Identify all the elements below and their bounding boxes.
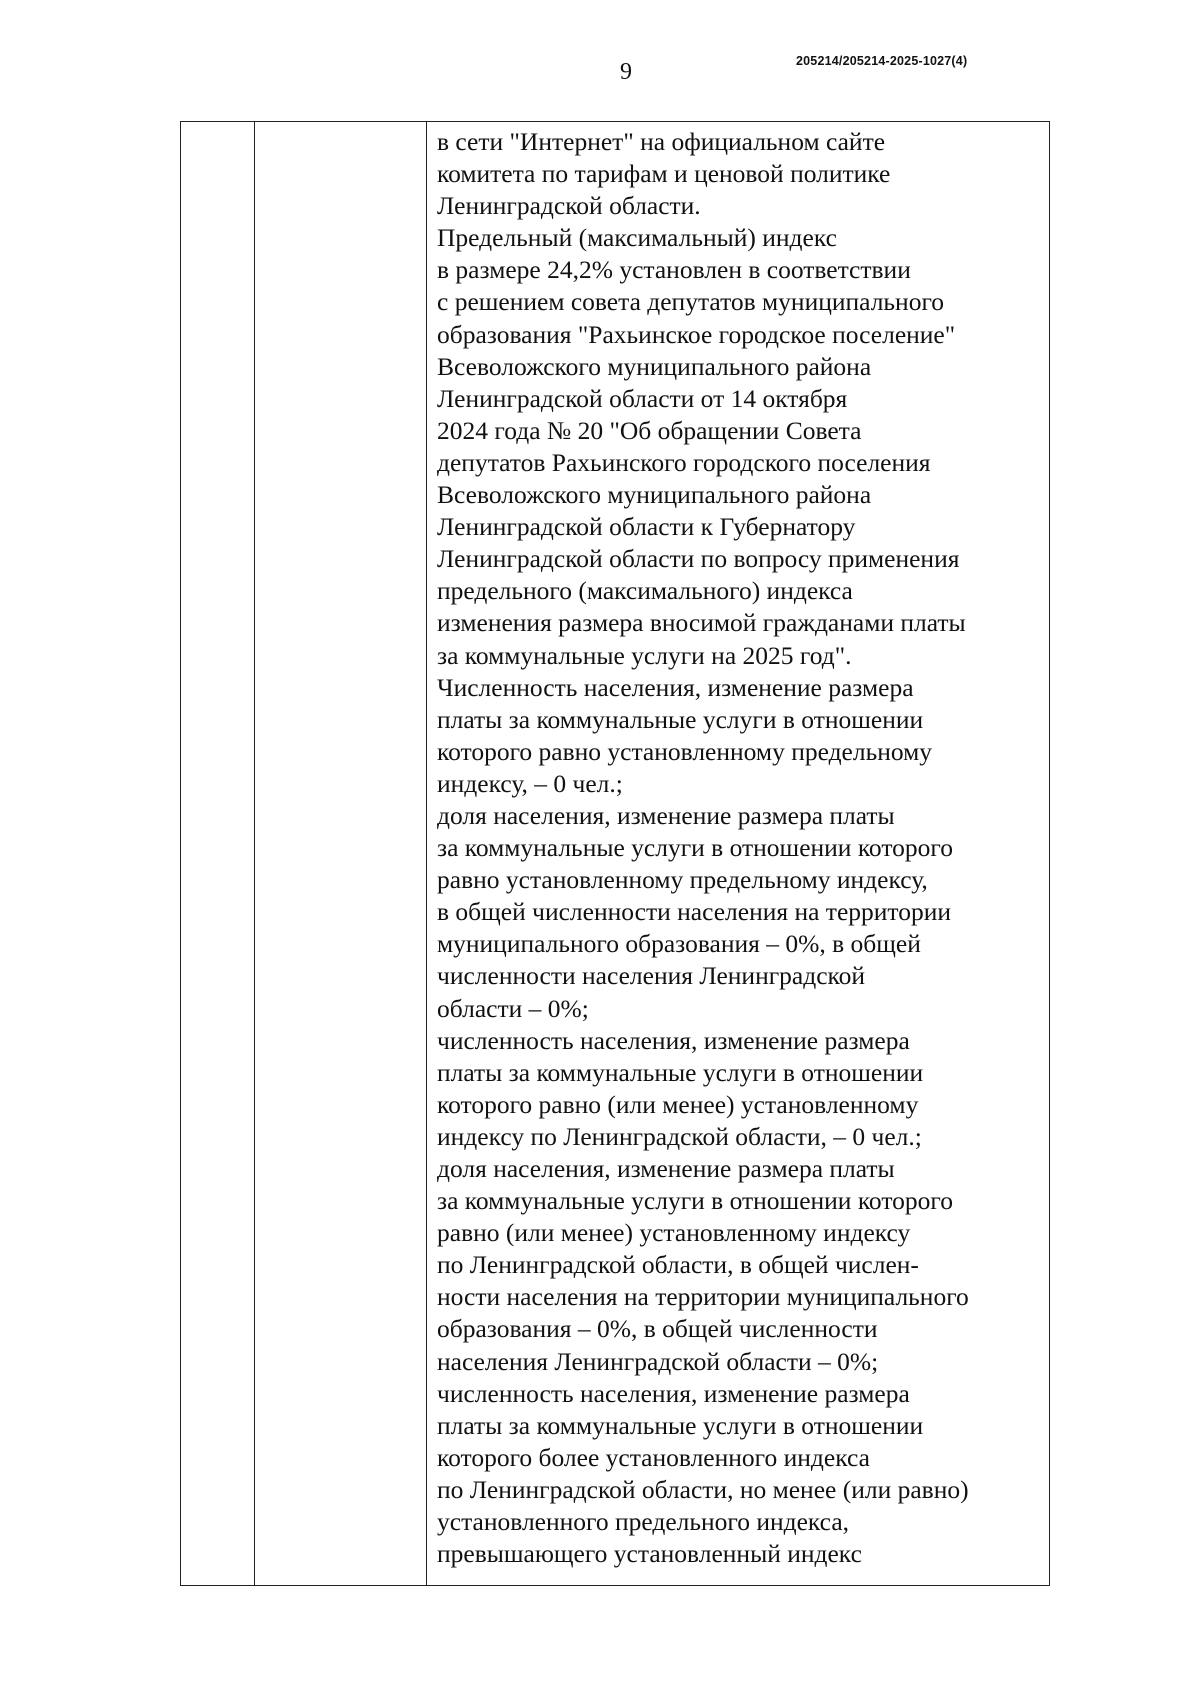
text-line: численности населения Ленинградской: [437, 961, 866, 991]
text-line: Ленинградской области.: [437, 191, 701, 221]
text-line: за коммунальные услуги на 2025 год".: [437, 640, 852, 670]
text-line: по Ленинградской области, но менее (или равно): [437, 1474, 969, 1504]
text-line: равно (или менее) установленному индексу: [437, 1218, 911, 1248]
text-line: в сети "Интернет" на официальном сайте: [437, 127, 886, 156]
text-line: за коммунальные услуги в отношении которого: [437, 1186, 953, 1216]
text-line: Предельный (максимальный) индекс: [437, 223, 837, 253]
text-line: депутатов Рахьинского городского поселения: [437, 447, 931, 477]
content-table: [180, 121, 1050, 1586]
table-row: [181, 122, 1050, 1586]
table-cell-description: [427, 122, 1050, 1586]
text-line: комитета по тарифам и ценовой политике: [437, 159, 891, 189]
text-line: индексу по Ленинградской области, – 0 чел.;: [437, 1121, 922, 1151]
description-text: [427, 122, 1049, 1570]
text-line: 2024 года № 20 "Об обращении Совета: [437, 415, 862, 445]
text-line: изменения размера вносимой гражданами платы: [437, 608, 966, 638]
text-line: муниципального образования – 0%, в общей: [437, 929, 921, 959]
document-code: 205214/205214-2025-1027(4): [796, 54, 968, 68]
text-line: за коммунальные услуги в отношении которого: [437, 833, 953, 863]
text-line: платы за коммунальные услуги в отношении: [437, 1410, 924, 1440]
text-line: численность населения, изменение размера: [437, 1378, 910, 1408]
text-line: ности населения на территории муниципального: [437, 1282, 969, 1312]
text-line: Всеволожского муниципального района: [437, 480, 872, 510]
text-line: по Ленинградской области, в общей числен-: [437, 1250, 919, 1280]
text-line: Численность населения, изменение размера: [437, 672, 914, 702]
text-line: численность населения, изменение размера: [437, 1025, 910, 1055]
table-cell-name: [255, 122, 427, 1586]
text-line: установленного предельного индекса,: [437, 1507, 850, 1537]
text-line: Ленинградской области по вопросу применения: [437, 544, 960, 574]
text-line: платы за коммунальные услуги в отношении: [437, 704, 924, 734]
table-cell-number: [181, 122, 255, 1586]
text-line: в размере 24,2% установлен в соответствии: [437, 255, 911, 285]
text-line: индексу, – 0 чел.;: [437, 768, 623, 798]
text-line: предельного (максимального) индекса: [437, 576, 853, 606]
page-number: 9: [620, 59, 632, 85]
text-line: в общей численности населения на территории: [437, 897, 952, 927]
text-line: которого равно установленному предельному: [437, 736, 933, 766]
text-line: платы за коммунальные услуги в отношении: [437, 1057, 924, 1087]
text-line: превышающего установленный индекс: [437, 1539, 862, 1569]
text-line: области – 0%;: [437, 993, 589, 1023]
text-line: которого более установленного индекса: [437, 1442, 870, 1472]
text-line: которого равно (или менее) установленному: [437, 1089, 919, 1119]
text-line: Всеволожского муниципального района: [437, 351, 872, 381]
text-line: с решением совета депутатов муниципального: [437, 287, 945, 317]
text-line: населения Ленинградской области – 0%;: [437, 1346, 879, 1376]
text-line: Ленинградской области к Губернатору: [437, 512, 856, 542]
text-line: Ленинградской области от 14 октября: [437, 383, 848, 413]
text-line: равно установленному предельному индексу,: [437, 865, 928, 895]
text-line: доля населения, изменение размера платы: [437, 1154, 895, 1183]
text-line: образования – 0%, в общей численности: [437, 1314, 878, 1344]
text-line: доля населения, изменение размера платы: [437, 800, 895, 830]
text-line: образования "Рахьинское городское поселение": [437, 319, 956, 349]
